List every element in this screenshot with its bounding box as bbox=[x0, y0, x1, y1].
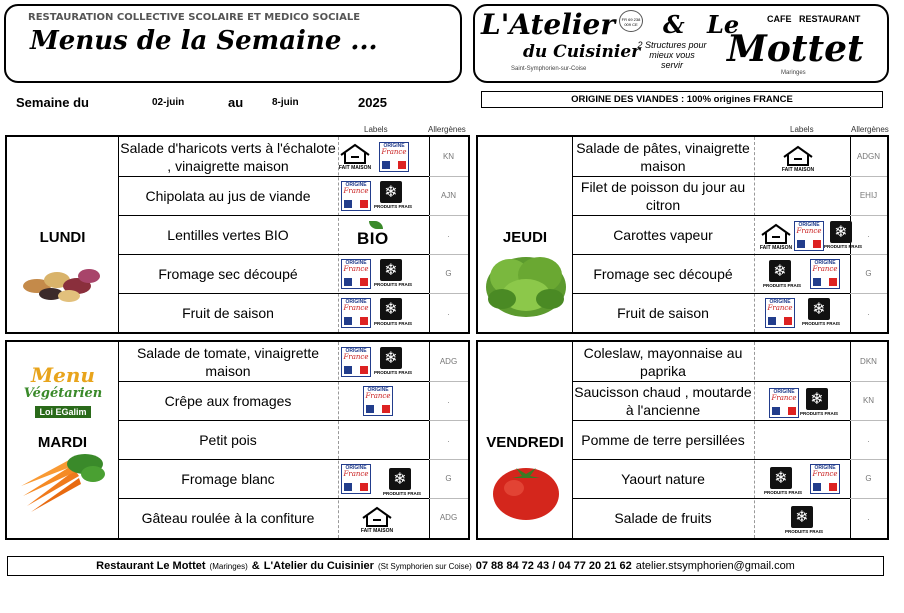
allergens-header-right: Allergènes bbox=[851, 125, 889, 134]
origine-france-icon: ORIGINE France bbox=[765, 298, 795, 328]
bio-leaf-icon bbox=[369, 221, 383, 229]
mottet-logo-name: Mottet bbox=[727, 28, 864, 70]
atelier-logo-location: Saint-Symphorien-sur-Coise bbox=[511, 66, 587, 72]
day-name-vendredi: VENDREDI bbox=[486, 434, 564, 451]
origine-france-icon: ORIGINE France bbox=[341, 181, 371, 211]
dish-jeudi-5: Fruit de saison bbox=[617, 304, 709, 321]
origine-france-icon: ORIGINE France bbox=[341, 464, 371, 494]
bio-label: BIO bbox=[357, 229, 389, 248]
day-name-mardi: MARDI bbox=[37, 434, 88, 451]
produits-frais-icon: ❄ PRODUITS FRAIS bbox=[785, 507, 824, 534]
mottet-logo-top: CAFE RESTAURANT bbox=[767, 14, 861, 24]
footer-email[interactable]: atelier.stsymphorien@gmail.com bbox=[635, 560, 795, 572]
mottet-logo-le: Le bbox=[707, 10, 740, 39]
dish-lundi-4: Fromage sec découpé bbox=[158, 265, 298, 282]
dish-mardi-3: Petit pois bbox=[199, 431, 257, 448]
produits-frais-icon: ❄ PRODUITS FRAIS bbox=[374, 348, 413, 375]
allergens-vendredi-3: . bbox=[867, 435, 870, 444]
footer-restaurant-atelier: L'Atelier du Cuisinier bbox=[263, 560, 374, 572]
dish-vendredi-1: Coleslaw, mayonnaise au paprika bbox=[583, 344, 743, 379]
week-start: 02-juin bbox=[152, 97, 185, 108]
allergens-mardi-5: ADG bbox=[439, 513, 458, 522]
allergens-lundi-1: KN bbox=[442, 152, 455, 161]
allergens-header-left: Allergènes bbox=[428, 125, 466, 134]
produits-frais-icon: ❄ PRODUITS FRAIS bbox=[374, 299, 413, 326]
footer-atelier-location: (St Symphorien sur Coise) bbox=[377, 561, 472, 571]
day-panel-lundi bbox=[5, 135, 470, 334]
allergens-jeudi-2: EHIJ bbox=[859, 191, 878, 200]
allergens-vendredi-1: DKN bbox=[860, 357, 877, 366]
origine-france-icon: ORIGINE France bbox=[769, 388, 799, 418]
week-end: 8-juin bbox=[272, 97, 299, 108]
dish-lundi-5: Fruit de saison bbox=[182, 304, 274, 321]
dish-lundi-1: Salade d'haricots verts à l'échalote , vinaigrette maison bbox=[120, 139, 336, 174]
allergens-mardi-3: . bbox=[447, 435, 450, 444]
allergens-jeudi-4: G bbox=[865, 269, 872, 278]
origine-france-icon: ORIGINE France bbox=[810, 259, 840, 289]
fait-maison-icon: FAIT MAISON bbox=[357, 506, 397, 534]
allergens-mardi-4: G bbox=[445, 474, 452, 483]
day-panel-jeudi bbox=[476, 135, 889, 334]
footer-contact-bar bbox=[7, 556, 884, 576]
atelier-logo-bottom: du Cuisinier bbox=[523, 42, 641, 62]
allergens-vendredi-4: G bbox=[865, 474, 872, 483]
dish-vendredi-2: Saucisson chaud , moutarde à l'ancienne bbox=[574, 383, 752, 418]
allergens-mardi-1: ADG bbox=[439, 357, 458, 366]
fait-maison-icon: FAIT MAISON bbox=[335, 143, 375, 171]
origine-france-icon: ORIGINE France bbox=[810, 464, 840, 494]
allergens-lundi-2: AJN bbox=[440, 191, 457, 200]
menu-vegetarien-badge: Menu Végétarien Loi EGalim bbox=[23, 363, 103, 417]
origine-france-icon: ORIGINE France bbox=[363, 386, 393, 416]
dish-jeudi-2: Filet de poisson du jour au citron bbox=[580, 178, 746, 213]
origine-france-icon: ORIGINE France bbox=[794, 221, 824, 251]
produits-frais-icon: ❄ PRODUITS FRAIS bbox=[824, 222, 863, 249]
footer-mottet-location: (Maringes) bbox=[209, 561, 248, 571]
structures-text: 2 Structures pour mieux vous servir bbox=[637, 40, 707, 70]
dish-mardi-4: Fromage blanc bbox=[181, 470, 275, 487]
origine-france-icon: ORIGINE France bbox=[379, 142, 409, 172]
health-stamp: FR 69 238 009 CE bbox=[619, 10, 643, 32]
origine-france-icon: ORIGINE France bbox=[341, 347, 371, 377]
dish-lundi-3: Lentilles vertes BIO bbox=[167, 226, 289, 243]
atelier-logo-top: L'Atelier bbox=[481, 8, 616, 41]
tomato-image bbox=[490, 456, 562, 522]
day-name-lundi: LUNDI bbox=[39, 229, 86, 246]
carrots-image bbox=[17, 452, 107, 514]
produits-frais-icon: ❄ PRODUITS FRAIS bbox=[800, 389, 839, 416]
week-au: au bbox=[228, 95, 244, 110]
day-panel-vendredi bbox=[476, 340, 889, 540]
dish-jeudi-4: Fromage sec découpé bbox=[593, 265, 733, 282]
week-year: 2025 bbox=[358, 95, 387, 110]
week-label: Semaine du bbox=[16, 95, 89, 110]
dish-vendredi-3: Pomme de terre persillées bbox=[581, 431, 745, 448]
dish-vendredi-5: Salade de fruits bbox=[614, 509, 712, 526]
produits-frais-icon: ❄ PRODUITS FRAIS bbox=[763, 261, 802, 288]
dish-mardi-2: Crêpe aux fromages bbox=[164, 392, 292, 409]
dish-lundi-2: Chipolata au jus de viande bbox=[145, 187, 311, 204]
dish-mardi-5: Gâteau roulée à la confiture bbox=[141, 509, 315, 526]
allergens-lundi-5: . bbox=[447, 308, 450, 317]
labels-header-left: Labels bbox=[364, 125, 388, 134]
origine-france-icon: ORIGINE France bbox=[341, 298, 371, 328]
allergens-vendredi-5: . bbox=[867, 513, 870, 522]
restaurant-logos-box bbox=[473, 4, 889, 83]
allergens-lundi-4: G bbox=[445, 269, 452, 278]
produits-frais-icon: ❄ PRODUITS FRAIS bbox=[374, 182, 413, 209]
mottet-logo-location: Maringes bbox=[781, 70, 806, 76]
allergens-jeudi-5: . bbox=[867, 308, 870, 317]
lettuce-image bbox=[480, 237, 572, 325]
day-panel-mardi bbox=[5, 340, 470, 540]
produits-frais-icon: ❄ PRODUITS FRAIS bbox=[383, 469, 422, 496]
day-name-jeudi: JEUDI bbox=[502, 229, 548, 246]
footer-restaurant-mottet: Restaurant Le Mottet bbox=[96, 560, 206, 572]
page-title: Menus de la Semaine ... bbox=[30, 26, 378, 56]
fait-maison-icon: FAIT MAISON bbox=[778, 145, 818, 173]
logos-ampersand: & bbox=[663, 10, 685, 39]
dish-jeudi-1: Salade de pâtes, vinaigrette maison bbox=[576, 139, 750, 174]
produits-frais-icon: ❄ PRODUITS FRAIS bbox=[802, 299, 841, 326]
menu-title-box bbox=[4, 4, 462, 83]
origine-france-icon: ORIGINE France bbox=[341, 259, 371, 289]
allergens-jeudi-1: ADGN bbox=[856, 152, 881, 161]
produits-frais-icon: ❄ PRODUITS FRAIS bbox=[764, 468, 803, 495]
dish-vendredi-4: Yaourt nature bbox=[621, 470, 705, 487]
allergens-mardi-2: . bbox=[447, 396, 450, 405]
meat-origin-banner: ORIGINE DES VIANDES : 100% origines FRANCE bbox=[481, 91, 883, 108]
produits-frais-icon: ❄ PRODUITS FRAIS bbox=[374, 260, 413, 287]
fait-maison-icon: FAIT MAISON bbox=[756, 223, 796, 251]
footer-phones: 07 88 84 72 43 / 04 77 20 21 62 bbox=[475, 560, 632, 572]
header-subtitle: RESTAURATION COLLECTIVE SCOLAIRE ET MEDICO SOCIALE bbox=[28, 12, 361, 23]
dish-jeudi-3: Carottes vapeur bbox=[613, 226, 713, 243]
labels-header-right: Labels bbox=[790, 125, 814, 134]
dish-mardi-1: Salade de tomate, vinaigrette maison bbox=[136, 344, 320, 379]
allergens-jeudi-3: . bbox=[867, 230, 870, 239]
allergens-vendredi-2: KN bbox=[862, 396, 875, 405]
potatoes-image bbox=[17, 262, 107, 306]
allergens-lundi-3: . bbox=[447, 230, 450, 239]
footer-ampersand: & bbox=[251, 560, 260, 572]
